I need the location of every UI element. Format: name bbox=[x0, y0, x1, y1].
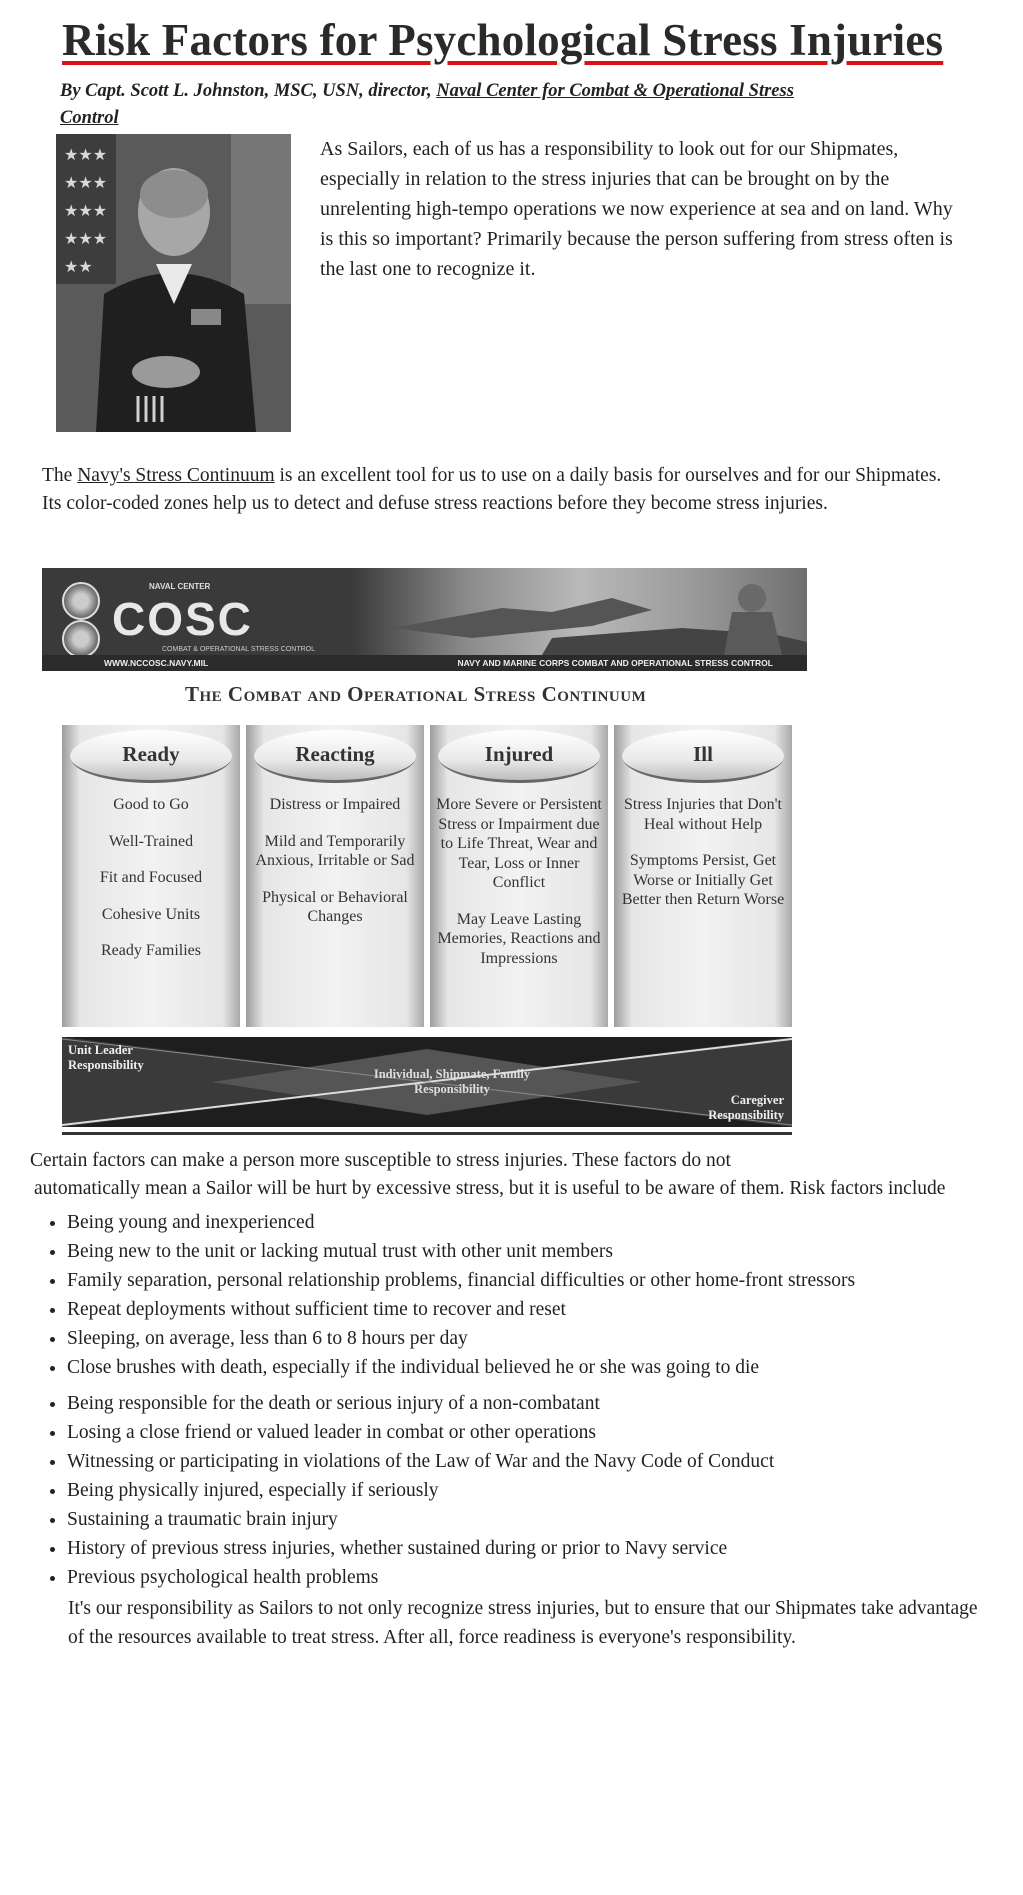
continuum-prefix: The bbox=[42, 465, 78, 486]
cosc-banner bbox=[42, 568, 807, 671]
zone-injured-header: Injured bbox=[438, 730, 600, 783]
svg-text:★★★: ★★★ bbox=[64, 145, 108, 164]
svg-text:★★★: ★★★ bbox=[64, 173, 108, 192]
list-item: • Being young and inexperienced bbox=[67, 1208, 1023, 1237]
cosc-logo: COSC bbox=[112, 593, 253, 645]
zone-injured bbox=[430, 725, 608, 1027]
zone-item: Symptoms Persist, Get Worse or Initially Get Better then Return Worse bbox=[621, 852, 785, 908]
intro-paragraph: As Sailors, each of us has a responsibility to look out for our Shipmates, especially in relation to the stress injuries that can be brought on by the unrelenting high-tempo operations we now experience at sea and on land. Why is this so important? Primarily because the person suffering from stress often is the last one to recognize it. bbox=[320, 138, 953, 280]
zone-item: Physical or Behavioral Changes bbox=[262, 888, 408, 925]
zone-item: Fit and Focused bbox=[99, 869, 203, 886]
zone-item: Well-Trained bbox=[108, 832, 194, 850]
zone-reacting-items bbox=[252, 795, 418, 944]
byline-organization: Naval Center for Combat & Operational Stress bbox=[436, 81, 794, 101]
list-item: • Losing a close friend or valued leader in combat or other operations bbox=[67, 1418, 1023, 1447]
list-item: • Sustaining a traumatic brain injury bbox=[67, 1505, 1023, 1534]
svg-text:★★★: ★★★ bbox=[64, 201, 108, 220]
zone-item: More Severe or Persistent Stress or Impairment due to Life Threat, Wear and Tear, Loss or Inner Conflict bbox=[436, 796, 602, 891]
zone-reacting bbox=[246, 725, 424, 1027]
continuum-paragraph bbox=[42, 462, 962, 518]
zone-ill bbox=[614, 725, 792, 1027]
zone-ready bbox=[62, 725, 240, 1027]
author-portrait bbox=[56, 134, 291, 432]
individual-label: Individual, Shipmate, Family Responsibility bbox=[373, 1067, 531, 1096]
risk-factors-list bbox=[30, 1208, 1023, 1592]
zone-ready-items bbox=[68, 795, 234, 978]
list-item: • Previous psychological health problems bbox=[67, 1563, 1023, 1592]
portrait-photo bbox=[56, 134, 291, 432]
byline bbox=[60, 78, 960, 132]
zone-item: Mild and Temporarily Anxious, Irritable or Sad bbox=[255, 832, 415, 869]
divider bbox=[62, 1132, 792, 1135]
zone-injured-items bbox=[436, 795, 602, 985]
list-item: • Being responsible for the death or serious injury of a non-combatant bbox=[67, 1389, 1023, 1418]
zone-ill-header: Ill bbox=[622, 730, 784, 783]
banner-center-name: NAVAL CENTER bbox=[149, 582, 211, 591]
banner-subname: COMBAT & OPERATIONAL STRESS CONTROL bbox=[162, 646, 315, 653]
list-item: • Repeat deployments without sufficient time to recover and reset bbox=[67, 1295, 1023, 1324]
zone-item: May Leave Lasting Memories, Reactions and Impressions bbox=[437, 910, 601, 967]
zone-item: Good to Go bbox=[113, 796, 189, 813]
list-item: • Witnessing or participating in violations of the Law of War and the Navy Code of Conduct bbox=[67, 1447, 1023, 1476]
closing-paragraph: It's our responsibility as Sailors to not only recognize stress injuries, but to ensure that our Shipmates take advantage of the resources available to treat stress. After all, force readiness is everyone's responsibility. bbox=[68, 1598, 978, 1648]
zone-item: Ready Families bbox=[101, 942, 201, 959]
list-item: • Being physically injured, especially if seriously bbox=[67, 1476, 1023, 1505]
banner-bottom-bar bbox=[42, 655, 807, 671]
list-item: • History of previous stress injuries, whether sustained during or prior to Navy service bbox=[67, 1534, 1023, 1563]
banner-tagline: NAVY AND MARINE CORPS COMBAT AND OPERATIONAL STRESS CONTROL bbox=[457, 658, 773, 668]
responsibility-bar bbox=[62, 1037, 792, 1127]
zone-reacting-header: Reacting bbox=[254, 730, 416, 783]
list-item: • Family separation, personal relationship problems, financial difficulties or other home-front stressors bbox=[67, 1266, 1023, 1295]
caregiver-label: Caregiver Responsibility bbox=[708, 1093, 784, 1122]
byline-author: By Capt. Scott L. Johnston, MSC, USN, director, bbox=[60, 81, 437, 101]
list-item: • Sleeping, on average, less than 6 to 8 hours per day bbox=[67, 1324, 1023, 1353]
zone-item: Distress or Impaired bbox=[269, 796, 401, 813]
unit-leader-label: Unit Leader Responsibility bbox=[68, 1043, 144, 1072]
banner-url: WWW.NCCOSC.NAVY.MIL bbox=[104, 658, 209, 668]
svg-text:★★★: ★★★ bbox=[64, 229, 108, 248]
factors-intro bbox=[30, 1147, 1020, 1203]
stress-continuum-link[interactable]: Navy's Stress Continuum bbox=[77, 465, 275, 486]
zone-ill-items bbox=[620, 795, 786, 927]
svg-text:★★: ★★ bbox=[64, 257, 93, 276]
continuum-rest: is an excellent tool for us to use on a daily basis for ourselves and for our Shipmates. Its color-coded zones help us to detect and defuse stress reactions before they become stress injuries. bbox=[42, 465, 942, 514]
article-title: Risk Factors for Psychological Stress Injuries bbox=[62, 15, 944, 65]
factors-intro-line2: automatically mean a Sailor will be hurt by excessive stress, but it is useful to be aware of them. Risk factors include bbox=[34, 1178, 946, 1199]
zone-item: Cohesive Units bbox=[101, 905, 201, 923]
byline-organization-cont: Control bbox=[60, 108, 119, 128]
list-item: • Being new to the unit or lacking mutual trust with other unit members bbox=[67, 1237, 1023, 1266]
continuum-title: The Combat and Operational Stress Continuum bbox=[185, 682, 647, 706]
naval-center-seal-icon bbox=[62, 582, 100, 620]
navy-seal-icon bbox=[62, 620, 100, 658]
list-item: • Close brushes with death, especially if the individual believed he or she was going to die bbox=[67, 1353, 1023, 1382]
factors-intro-line1: Certain factors can make a person more susceptible to stress injuries. These factors do not bbox=[30, 1150, 731, 1171]
banner-photo bbox=[352, 568, 807, 655]
zone-item: Stress Injuries that Don't Heal without Help bbox=[624, 796, 782, 833]
zone-ready-header: Ready bbox=[70, 730, 232, 783]
